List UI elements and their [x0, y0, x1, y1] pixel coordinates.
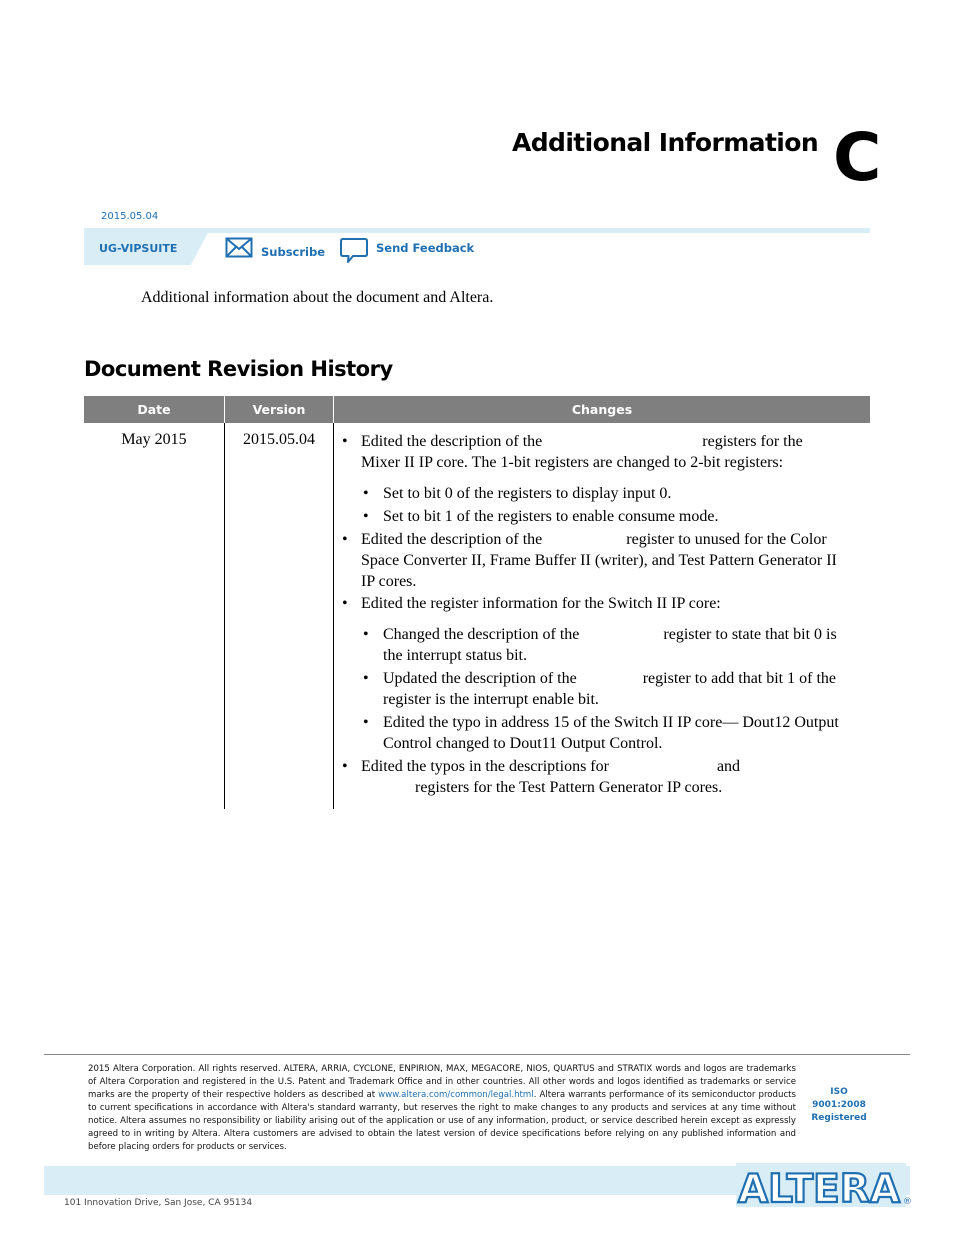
iso-line: ISO — [830, 1087, 848, 1097]
change-text: Edited the description of the — [361, 433, 543, 450]
send-feedback-link[interactable]: Send Feedback — [376, 241, 475, 255]
change-text: Changed the description of the — [383, 626, 580, 643]
cell-date: May 2015 — [84, 423, 225, 809]
legal-text: . Altera warrants performance of its semiconductor products to current specifications in accordance with Altera's standard warranty, but reserves the right to make changes to any products and services at any time without notice. Altera assumes no responsibility or liability arising out of the application or use of any information, product, or service described herein except as expressly agreed to in writing by Altera. Altera customers are advised to obtain the latest version of device specifications before relying on any published information and before placing orders for products or services. — [88, 1090, 797, 1152]
table-header-row — [84, 396, 870, 423]
iso-line: Registered — [811, 1113, 867, 1123]
list-item — [361, 668, 840, 710]
document-id: UG-VIPSUITE — [99, 242, 178, 255]
change-text: and — [716, 758, 741, 775]
change-text: register to add that bit 1 of the register is the interrupt enable bit. — [383, 670, 836, 708]
revision-history-table — [84, 396, 870, 809]
list-item — [340, 529, 840, 592]
change-text: register to unused for the Color Space Converter II, Frame Buffer II (writer), and Test Pattern Generator II IP cores. — [361, 531, 837, 590]
speech-bubble-icon[interactable] — [339, 237, 369, 270]
list-item — [340, 593, 840, 754]
legal-text: 2015 Altera Corporation. All rights reserved. ALTERA, ARRIA, CYCLONE, ENPIRION, MAX, MEGACORE, NIOS, QUARTUS and STRATIX words and logos are trademarks of Altera Corporation and registered in the U.S. Patent and Trademark Office and in other countries. All other words and logos identified as trademarks or service marks are the property of their respective holders as described at — [88, 1064, 796, 1100]
legal-link[interactable]: www.altera.com/common/legal.html — [378, 1090, 534, 1100]
table-row — [84, 423, 870, 809]
appendix-letter: C — [833, 119, 882, 196]
change-text: Edited the typos in the descriptions for — [361, 758, 609, 775]
change-text: Edited the description of the — [361, 531, 543, 548]
subscribe-link[interactable]: Subscribe — [261, 245, 326, 259]
cell-changes — [334, 423, 871, 809]
altera-logo — [736, 1163, 914, 1212]
logo-wordmark: ALTERA — [738, 1167, 900, 1207]
company-address: 101 Innovation Drive, San Jose, CA 95134 — [64, 1198, 253, 1208]
list-item: • Edited the typo in address 15 of the Switch II IP core— Dout12 Output Control changed to Dout11 Output Control. — [361, 712, 840, 754]
sub-list — [361, 483, 840, 527]
section-heading: Document Revision History — [84, 357, 393, 381]
change-text: registers for the Test Pattern Generator IP cores. — [415, 779, 723, 796]
list-item — [340, 756, 840, 798]
change-text: Edited the register information for the Switch II IP core: — [361, 595, 721, 612]
column-header-version: Version — [225, 396, 334, 423]
list-item — [340, 431, 840, 527]
registered-mark: ® — [903, 1197, 912, 1207]
chapter-title: Additional Information — [512, 128, 819, 157]
document-date: 2015.05.04 — [101, 211, 159, 222]
iso-line: 9001:2008 — [812, 1100, 866, 1110]
footer-divider — [44, 1054, 910, 1055]
change-text: Updated the description of the — [383, 670, 577, 687]
header-band — [84, 228, 870, 233]
list-item: • Set to bit 0 of the registers to display input 0. — [361, 483, 840, 504]
envelope-icon[interactable] — [225, 237, 253, 264]
list-item — [361, 624, 840, 666]
cell-version: 2015.05.04 — [225, 423, 334, 809]
iso-registration[interactable] — [806, 1086, 872, 1125]
changes-list — [340, 431, 840, 798]
change-text: register to state that bit 0 is the interrupt status bit. — [383, 626, 837, 664]
column-header-date: Date — [84, 396, 225, 423]
intro-paragraph: Additional information about the document and Altera. — [141, 289, 494, 306]
column-header-changes: Changes — [334, 396, 871, 423]
change-text: registers for the Mixer II IP core. The 1-bit registers are changed to 2-bit registers: — [361, 433, 803, 471]
sub-list — [361, 624, 840, 754]
legal-notice — [88, 1063, 796, 1154]
list-item: • Set to bit 1 of the registers to enable consume mode. — [361, 506, 840, 527]
